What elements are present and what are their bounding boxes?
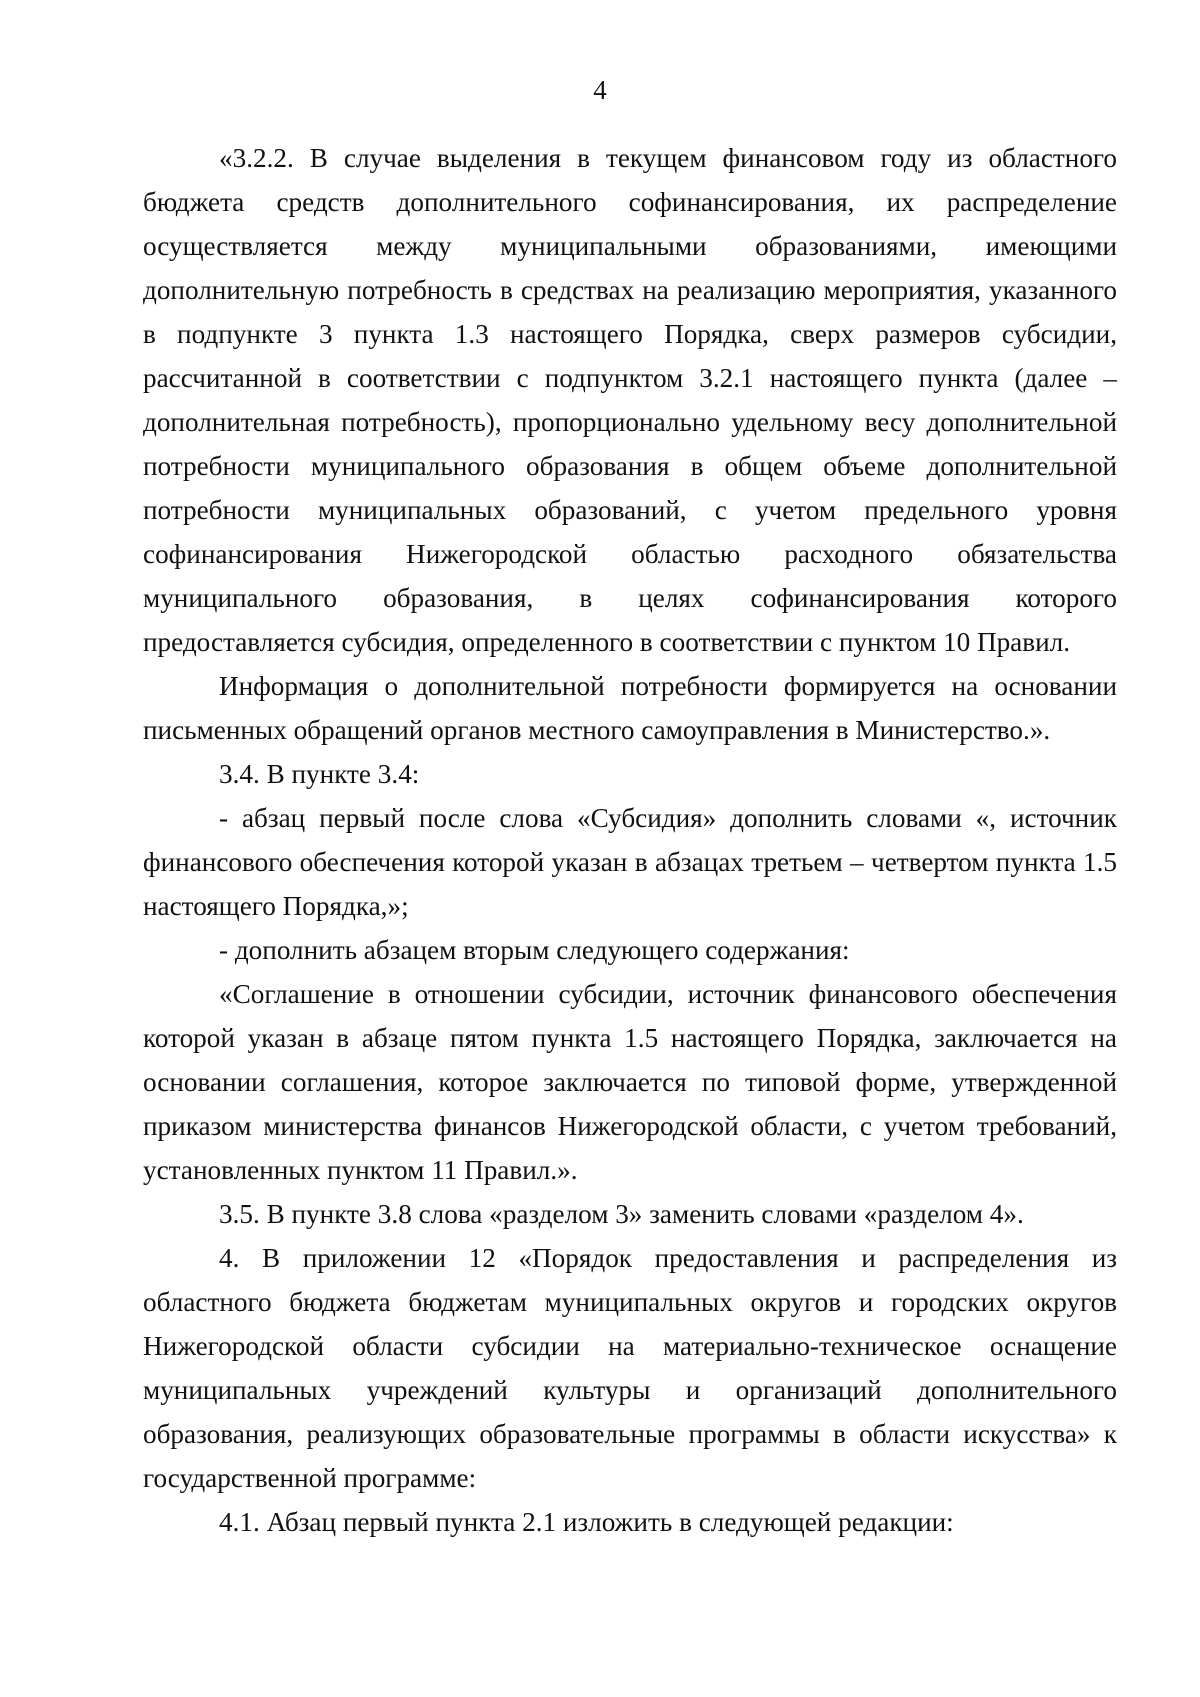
paragraph-3-5: 3.5. В пункте 3.8 слова «разделом 3» заменить словами «разделом 4». [219, 1199, 1024, 1229]
paragraph-3-4-second-item: - дополнить абзацем вторым следующего содержания: [219, 935, 850, 965]
paragraph-additional-need-info: Информация о дополнительной потребности формируется на основании письменных обращений органов местного самоуправления в Министерство.». [143, 671, 1117, 745]
paragraph-3-4-heading: 3.4. В пункте 3.4: [219, 759, 420, 789]
paragraph-3-4-first-item: - абзац первый после слова «Субсидия» дополнить словами «, источник финансового обеспечения которой указан в абзацах третьем – четвертом пункта 1.5 настоящего Порядка,»; [143, 803, 1117, 921]
document-body [143, 136, 1117, 1544]
paragraph-3-2-2: «3.2.2. В случае выделения в текущем финансовом году из областного бюджета средств дополнительного софинансирования, их распределение осуществляется между муниципальными образованиями, имеющими дополнительную потребность в средствах на реализацию мероприятия, указанного в подпункте 3 пункта 1.3 настоящего Порядка, сверх размеров субсидии, рассчитанной в соответствии с подпунктом 3.2.1 настоящего пункта (далее – дополнительная потребность), пропорционально удельному весу дополнительной потребности муниципального образования в общем объеме дополнительной потребности муниципальных образований, с учетом предельного уровня софинансирования Нижегородской областью расходного обязательства муниципального образования, в целях софинансирования которого предоставляется субсидия, определенного в соответствии с пунктом 10 Правил. [143, 143, 1117, 657]
paragraph-4-appendix-12: 4. В приложении 12 «Порядок предоставления и распределения из областного бюджета бюджетам муниципальных округов и городских округов Нижегородской области субсидии на материально-техническое оснащение муниципальных учреждений культуры и организаций дополнительного образования, реализующих образовательные программы в области искусства» к государственной программе: [143, 1243, 1117, 1493]
page-number: 4 [593, 75, 607, 105]
paragraph-4-1: 4.1. Абзац первый пункта 2.1 изложить в следующей редакции: [219, 1507, 954, 1537]
paragraph-agreement: «Соглашение в отношении субсидии, источник финансового обеспечения которой указан в абзаце пятом пункта 1.5 настоящего Порядка, заключается на основании соглашения, которое заключается по типовой форме, утвержденной приказом министерства финансов Нижегородской области, с учетом требований, установленных пунктом 11 Правил.». [143, 979, 1117, 1185]
